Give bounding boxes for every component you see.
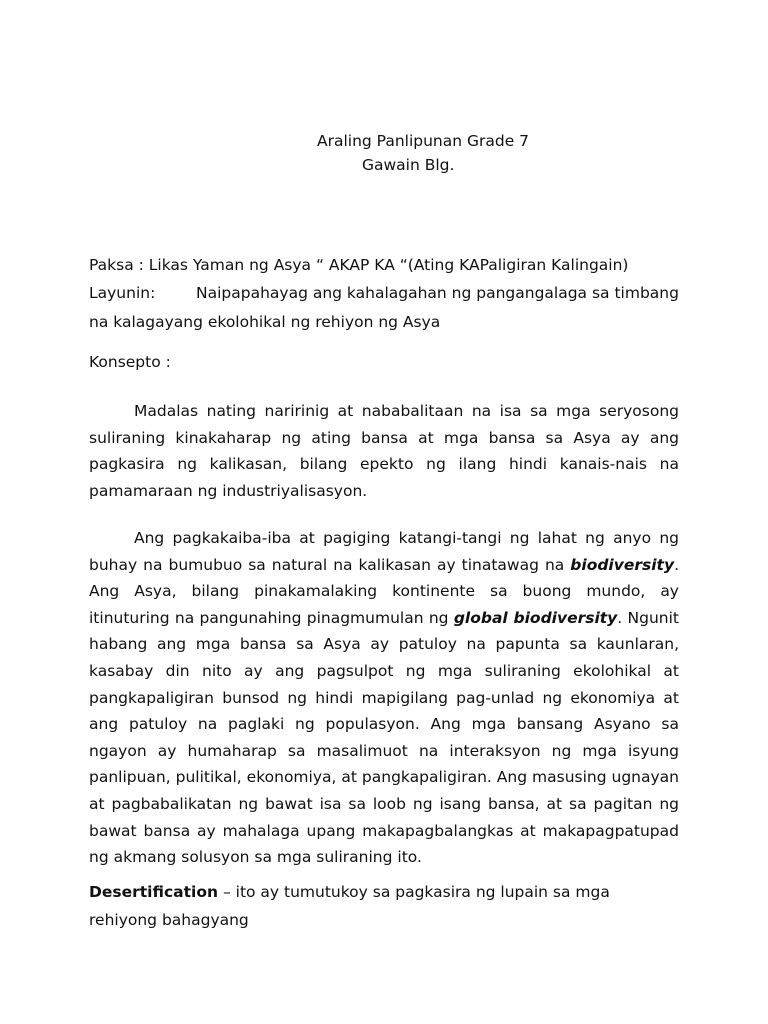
paksa-line	[89, 255, 628, 275]
global-biodiversity-term: global biodiversity	[453, 608, 618, 627]
paksa-text: Likas Yaman ng Asya “ AKAP KA “(Ating KAPaligiran Kalingain)	[148, 256, 629, 274]
document-title: Araling Panlipunan Grade 7	[317, 132, 530, 150]
konsepto-label: Konsepto :	[89, 353, 171, 371]
desertification-text: – ito ay tumutukoy sa pagkasira ng lupain sa mga rehiyong bahagyang	[89, 883, 610, 929]
paragraph-2-part1: Ang pagkakaiba-iba at pagiging katangi-tangi ng lahat ng anyo ng buhay na bumubuo sa natural na kalikasan ay tinatawag na	[89, 529, 679, 574]
paragraph-2-part3: . Ngunit habang ang mga bansa sa Asya ay patuloy na papunta sa kaunlaran, kasabay din nito ay ang pagsulpot ng mga suliraning ekolohikal at pangkapaligiran bunsod ng hindi mapigilang pag-unlad ng ekonomiya at ang patuloy na paglaki ng populasyon. Ang mga bansang Asyano sa ngayon ay humaharap sa masalimuot na interaksyon ng mga isyung panlipuan, pulitikal, ekonomiya, at pangkapaligiran. Ang masusing ugnayan at pagbabalikatan ng bawat isa sa loob ng isang bansa, at sa pagitan ng bawat bansa ay mahalaga upang makapagbalangkas at makapagpatupad ng akmang solusyon sa mga suliraning ito.	[89, 608, 679, 867]
desertification-definition	[89, 878, 679, 934]
layunin-line	[89, 283, 679, 303]
paragraph-1: Madalas nating naririnig at nababalitaan na isa sa mga seryosong suliraning kinakaharap ng ating bansa at mga bansa sa Asya ay ang pagkasira ng kalikasan, bilang epekto ng ilang hindi kanais-nais na pamamaraan ng industriyalisasyon.	[89, 402, 679, 500]
layunin-text-line1: Naipapahayag ang kahalagahan ng pangangalaga sa timbang	[196, 284, 679, 302]
document-subtitle: Gawain Blg.	[362, 156, 455, 174]
paksa-label: Paksa :	[89, 256, 149, 274]
layunin-label: Layunin:	[89, 284, 156, 302]
paragraph-2	[89, 525, 679, 871]
desertification-term: Desertification	[89, 883, 219, 901]
biodiversity-term: biodiversity	[570, 555, 675, 574]
layunin-text-line2: na kalagayang ekolohikal ng rehiyon ng Asya	[89, 313, 441, 331]
paragraph-2-part2: . Ang Asya, bilang pinakamalaking kontinente sa buong mundo, ay itinuturing na pangunahing pinagmumulan ng	[89, 555, 679, 627]
